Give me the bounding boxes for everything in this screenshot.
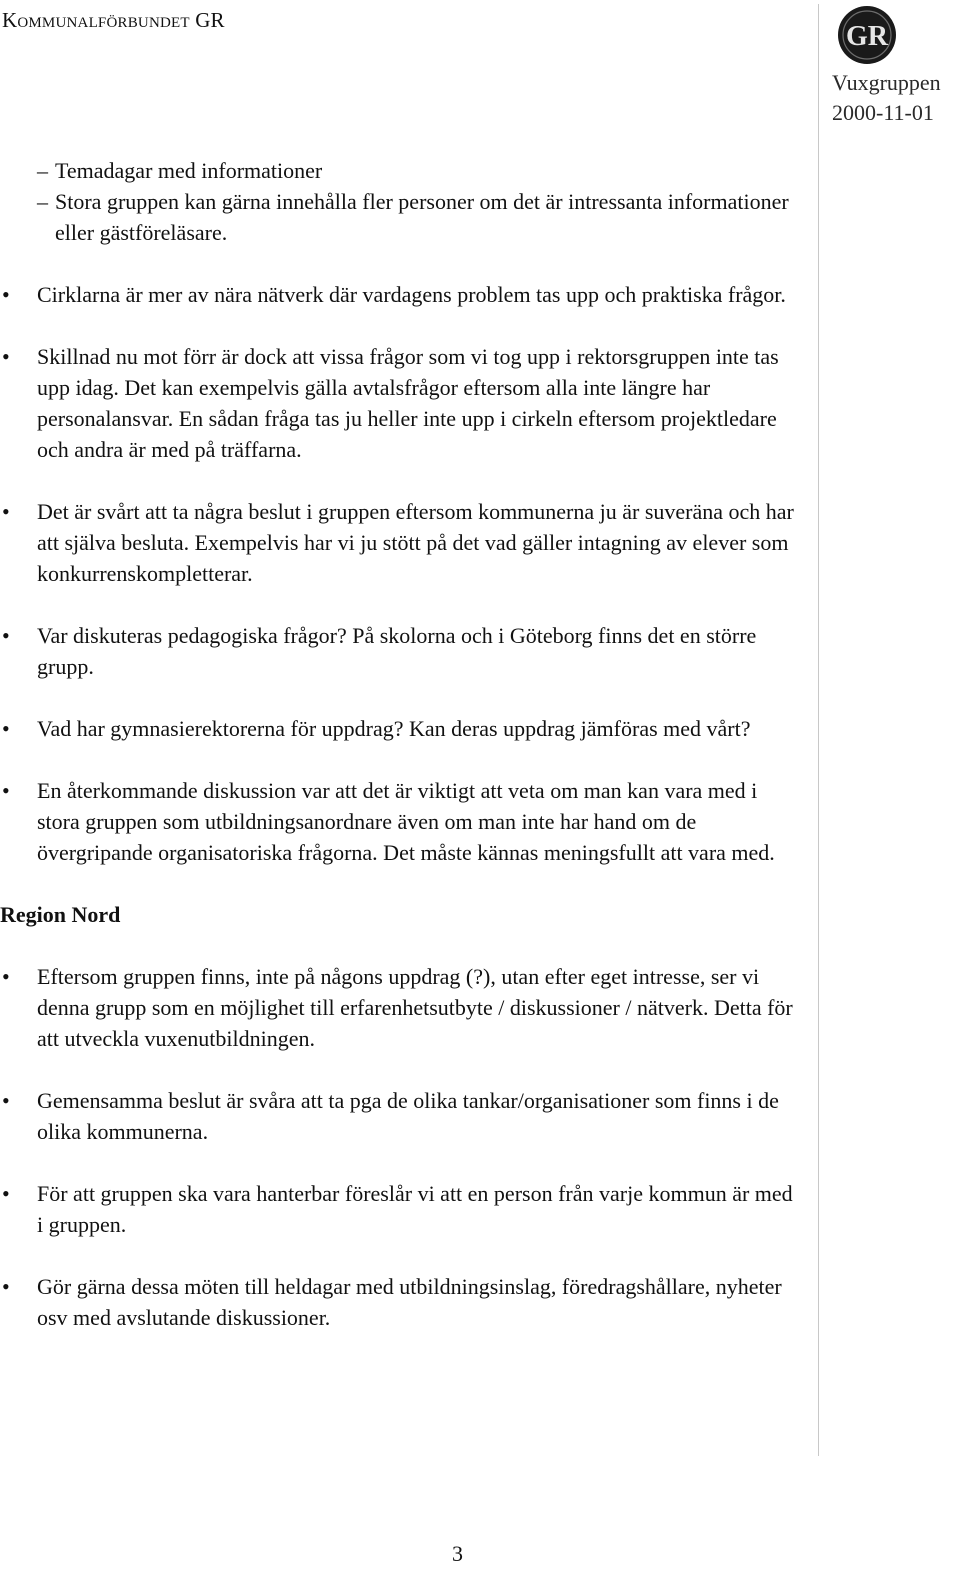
bullet-item: • Eftersom gruppen finns, inte på någons uppdrag (?), utan efter eget intresse, ser vi denna grupp som en möjlighet till erfarenhetsutbyte / diskussioner / nätverk. Detta för att utveckla vuxenutbildningen. [0,961,800,1054]
bullet-item: • Gör gärna dessa möten till heldagar med utbildningsinslag, föredragshållare, nyheter osv med avslutande diskussioner. [0,1271,800,1333]
margin-divider [818,4,819,1456]
bullet-item: • En återkommande diskussion var att det är viktigt att veta om man kan vara med i stora gruppen som utbildningsanordnare även om man inte har hand om de övergripande organisatoriska frågorna. Det måste kännas meningsfullt att vara med. [0,775,800,868]
bullet-item: • Var diskuteras pedagogiska frågor? På skolorna och i Göteborg finns det en större grupp. [0,620,800,682]
bullet-list-part1 [0,279,800,868]
bullet-list-part2 [0,961,800,1333]
organization-name: Kommunalförbundet GR [2,8,225,32]
bullet-item: • Vad har gymnasierektorerna för uppdrag? Kan deras uppdrag jämföras med vårt? [0,713,800,744]
page-number: 3 [452,1541,463,1566]
intro-dash-list [0,155,800,248]
document-date: 2000-11-01 [832,100,934,125]
document-body [0,155,800,1333]
dash-item: – Temadagar med informationer [37,155,800,186]
document-meta [832,68,941,128]
bullet-item: • Skillnad nu mot förr är dock att vissa frågor som vi tog upp i rektorsgruppen inte tas upp idag. Det kan exempelvis gälla avtalsfrågor eftersom alla inte längre har personalansvar. En sådan fråga tas ju heller inte upp i cirkeln eftersom projektledare och andra är med på träffarna. [0,341,800,465]
group-name: Vuxgruppen [832,70,941,95]
bullet-item: • För att gruppen ska vara hanterbar föreslår vi att en person från varje kommun är med i gruppen. [0,1178,800,1240]
bullet-item: • Cirklarna är mer av nära nätverk där vardagens problem tas upp och praktiska frågor. [0,279,800,310]
bullet-item: • Gemensamma beslut är svåra att ta pga de olika tankar/organisationer som finns i de olika kommunerna. [0,1085,800,1147]
dash-item: – Stora gruppen kan gärna innehålla fler personer om det är intressanta informationer eller gästföreläsare. [37,186,800,248]
bullet-item: • Det är svårt att ta några beslut i gruppen eftersom kommunerna ju är suveräna och har att själva besluta. Exempelvis har vi ju stött på det vad gäller intagning av elever som konkurrenskompletterar. [0,496,800,589]
section-heading: Region Nord [0,902,121,927]
gr-logo-icon [836,4,898,66]
logo-text: GR [846,21,888,52]
